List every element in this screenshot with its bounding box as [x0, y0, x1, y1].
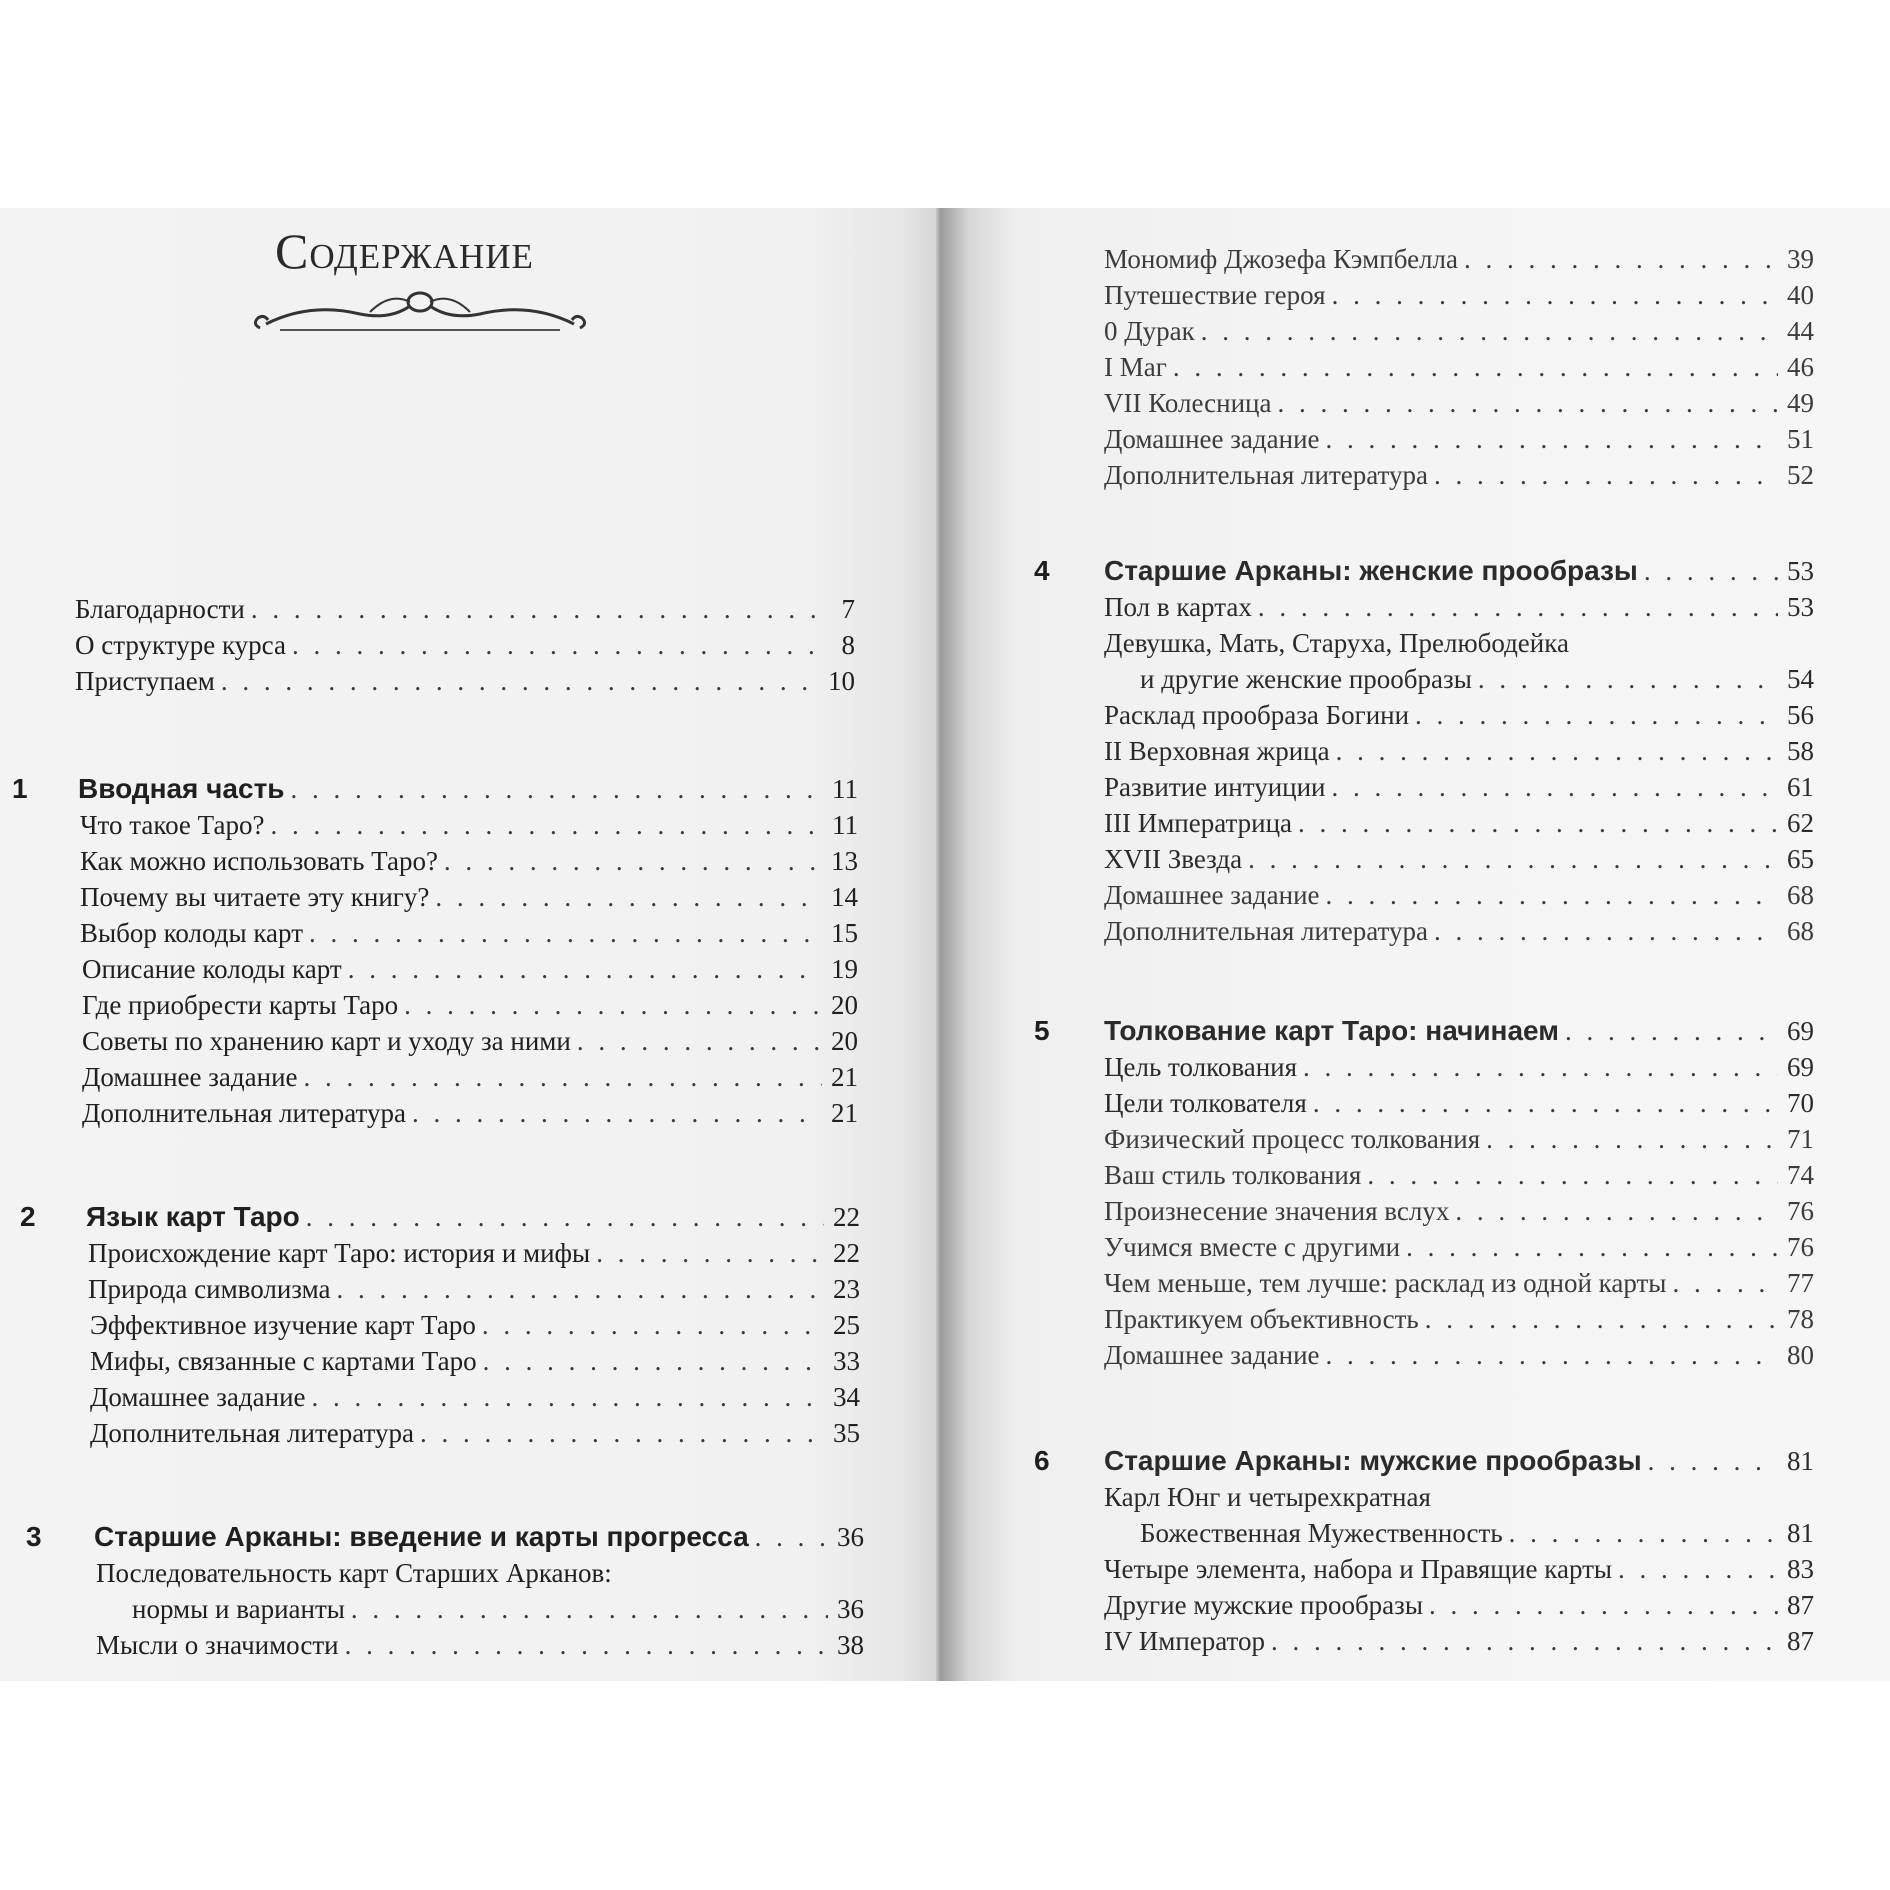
toc-entry[interactable]: Как можно использовать Таро? . . . 13 [80, 844, 858, 878]
toc-entry[interactable]: Домашнее задание . . . 34 [90, 1380, 860, 1414]
toc-entry[interactable]: Пол в картах . . . 53 [1104, 590, 1814, 624]
toc-entry[interactable]: Описание колоды карт . . . 19 [82, 952, 858, 986]
toc-entry[interactable]: О структуре курса . . . 8 [75, 628, 855, 662]
toc-entry[interactable]: Мифы, связанные с картами Таро . . . 33 [90, 1344, 860, 1378]
toc-entry[interactable]: Практикуем объективность . . . 78 [1104, 1302, 1814, 1336]
toc-entry[interactable]: Другие мужские прообразы . . . 87 [1104, 1588, 1814, 1622]
toc-entry[interactable]: Девушка, Мать, Старуха, Прелюбодейка [1104, 628, 1569, 658]
toc-entry[interactable]: Домашнее задание . . . 80 [1104, 1338, 1814, 1372]
toc-entry[interactable]: Последовательность карт Старших Арканов: [96, 1558, 612, 1588]
toc-entry[interactable]: Приступаем . . . 10 [75, 664, 855, 698]
toc-entry[interactable]: VII Колесница . . . 49 [1104, 386, 1814, 420]
chapter-number: 4 [1034, 555, 1050, 586]
toc-entry[interactable]: III Императрица . . . 62 [1104, 806, 1814, 840]
toc-entry[interactable]: Благодарности . . . 7 [75, 592, 855, 626]
chapter-heading[interactable]: Вводная часть . . . 11 [78, 772, 858, 806]
toc-entry[interactable]: Мономиф Джозефа Кэмпбелла . . . 39 [1104, 242, 1814, 276]
toc-entry[interactable]: Выбор колоды карт . . . 15 [80, 916, 858, 950]
toc-entry[interactable]: и другие женские прообразы . . . 54 [1140, 662, 1814, 696]
toc-entry[interactable]: Дополнительная литература . . . 35 [90, 1416, 860, 1450]
toc-entry[interactable]: Развитие интуиции . . . 61 [1104, 770, 1814, 804]
toc-entry[interactable]: Цели толкователя . . . 70 [1104, 1086, 1814, 1120]
toc-entry[interactable]: Дополнительная литература . . . 21 [82, 1096, 858, 1130]
toc-entry[interactable]: Дополнительная литература . . . 68 [1104, 914, 1814, 948]
toc-entry[interactable]: Домашнее задание . . . 51 [1104, 422, 1814, 456]
chapter-number: 2 [20, 1201, 36, 1232]
toc-entry[interactable]: Ваш стиль толкования . . . 74 [1104, 1158, 1814, 1192]
chapter-heading[interactable]: Старшие Арканы: мужские прообразы . . . 81 [1104, 1444, 1814, 1478]
toc-entry[interactable]: IV Император . . . 87 [1104, 1624, 1814, 1658]
toc-entry[interactable]: Физический процесс толкования . . . 71 [1104, 1122, 1814, 1156]
toc-entry[interactable]: 0 Дурак . . . 44 [1104, 314, 1814, 348]
chapter-number: 6 [1034, 1445, 1050, 1476]
toc-entry[interactable]: I Маг . . . 46 [1104, 350, 1814, 384]
toc-entry[interactable]: нормы и варианты . . . 36 [132, 1592, 864, 1626]
chapter-heading[interactable]: Толкование карт Таро: начинаем . . . 69 [1104, 1014, 1814, 1048]
toc-entry[interactable]: Домашнее задание . . . 21 [82, 1060, 858, 1094]
toc-entry[interactable]: II Верховная жрица . . . 58 [1104, 734, 1814, 768]
toc-entry[interactable]: Карл Юнг и четырехкратная [1104, 1482, 1431, 1512]
toc-entry[interactable]: Мысли о значимости . . . 38 [96, 1628, 864, 1662]
page-title: Содержание [275, 223, 534, 279]
toc-entry[interactable]: Четыре элемента, набора и Правящие карты . . . 83 [1104, 1552, 1814, 1586]
toc-entry[interactable]: Дополнительная литература . . . 52 [1104, 458, 1814, 492]
toc-entry[interactable]: Где приобрести карты Таро . . . 20 [82, 988, 858, 1022]
toc-entry[interactable]: Учимся вместе с другими . . . 76 [1104, 1230, 1814, 1264]
ornament-divider-icon [250, 284, 590, 338]
toc-entry[interactable]: Домашнее задание . . . 68 [1104, 878, 1814, 912]
toc-entry[interactable]: Советы по хранению карт и уходу за ними . . . 20 [82, 1024, 858, 1058]
toc-entry[interactable]: XVII Звезда . . . 65 [1104, 842, 1814, 876]
toc-entry[interactable]: Почему вы читаете эту книгу? . . . 14 [80, 880, 858, 914]
toc-entry[interactable]: Путешествие героя . . . 40 [1104, 278, 1814, 312]
toc-entry[interactable]: Эффективное изучение карт Таро . . . 25 [90, 1308, 860, 1342]
toc-entry[interactable]: Природа символизма . . . 23 [88, 1272, 860, 1306]
chapter-heading[interactable]: Язык карт Таро . . . 22 [86, 1200, 860, 1234]
toc-entry[interactable]: Чем меньше, тем лучше: расклад из одной карты . . . 77 [1104, 1266, 1814, 1300]
toc-entry[interactable]: Расклад прообраза Богини . . . 56 [1104, 698, 1814, 732]
right-page [940, 208, 1890, 1681]
toc-entry[interactable]: Цель толкования . . . 69 [1104, 1050, 1814, 1084]
chapter-number: 1 [12, 773, 28, 804]
toc-entry[interactable]: Происхождение карт Таро: история и мифы . . . 22 [88, 1236, 860, 1270]
chapter-heading[interactable]: Старшие Арканы: женские прообразы . . . 53 [1104, 554, 1814, 588]
toc-entry[interactable]: Что такое Таро? . . . 11 [80, 808, 858, 842]
chapter-heading[interactable]: Старшие Арканы: введение и карты прогресса . . . 36 [94, 1520, 864, 1554]
chapter-number: 5 [1034, 1015, 1050, 1046]
left-page [0, 208, 940, 1681]
book-spread [0, 208, 1890, 1681]
toc-entry[interactable]: Произнесение значения вслух . . . 76 [1104, 1194, 1814, 1228]
toc-entry[interactable]: Божественная Мужественность . . . 81 [1140, 1516, 1814, 1550]
chapter-number: 3 [26, 1521, 42, 1552]
